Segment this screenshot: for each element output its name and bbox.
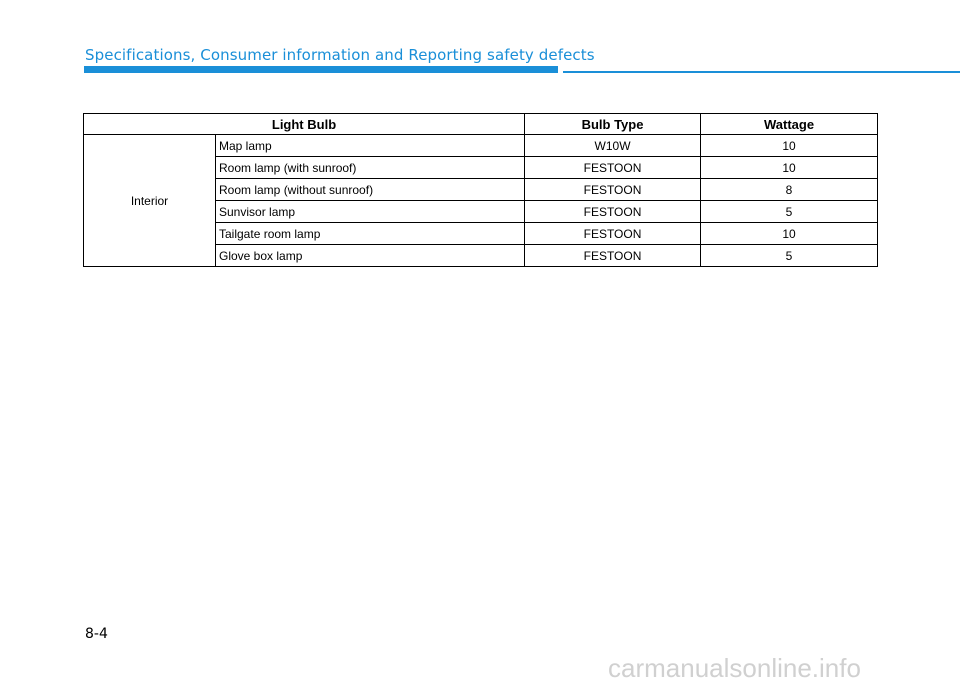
bulb-type: FESTOON [525,179,701,201]
bulb-type: FESTOON [525,157,701,179]
bulb-wattage: 10 [701,135,878,157]
bulb-wattage: 5 [701,201,878,223]
watermark: carmanualsonline.info [608,653,861,683]
bulb-specification-table [83,113,878,267]
bulb-type: FESTOON [525,245,701,267]
bulb-name: Room lamp (with sunroof) [216,157,525,179]
group-label-interior: Interior [84,135,216,267]
header-light-bulb: Light Bulb [84,114,525,135]
bulb-name: Room lamp (without sunroof) [216,179,525,201]
header-rule-thick [84,66,558,73]
bulb-name: Sunvisor lamp [216,201,525,223]
header-wattage: Wattage [701,114,878,135]
section-title: Specifications, Consumer information and Reporting safety defects [85,46,595,64]
table-header-row [84,114,878,135]
page-number: 8-4 [85,626,108,642]
bulb-type: FESTOON [525,201,701,223]
bulb-wattage: 10 [701,223,878,245]
header-bulb-type: Bulb Type [525,114,701,135]
bulb-type: FESTOON [525,223,701,245]
table-row [84,135,878,157]
bulb-wattage: 5 [701,245,878,267]
header-rule-thin [563,71,960,73]
bulb-name: Tailgate room lamp [216,223,525,245]
bulb-name: Map lamp [216,135,525,157]
bulb-wattage: 10 [701,157,878,179]
bulb-name: Glove box lamp [216,245,525,267]
bulb-wattage: 8 [701,179,878,201]
bulb-type: W10W [525,135,701,157]
